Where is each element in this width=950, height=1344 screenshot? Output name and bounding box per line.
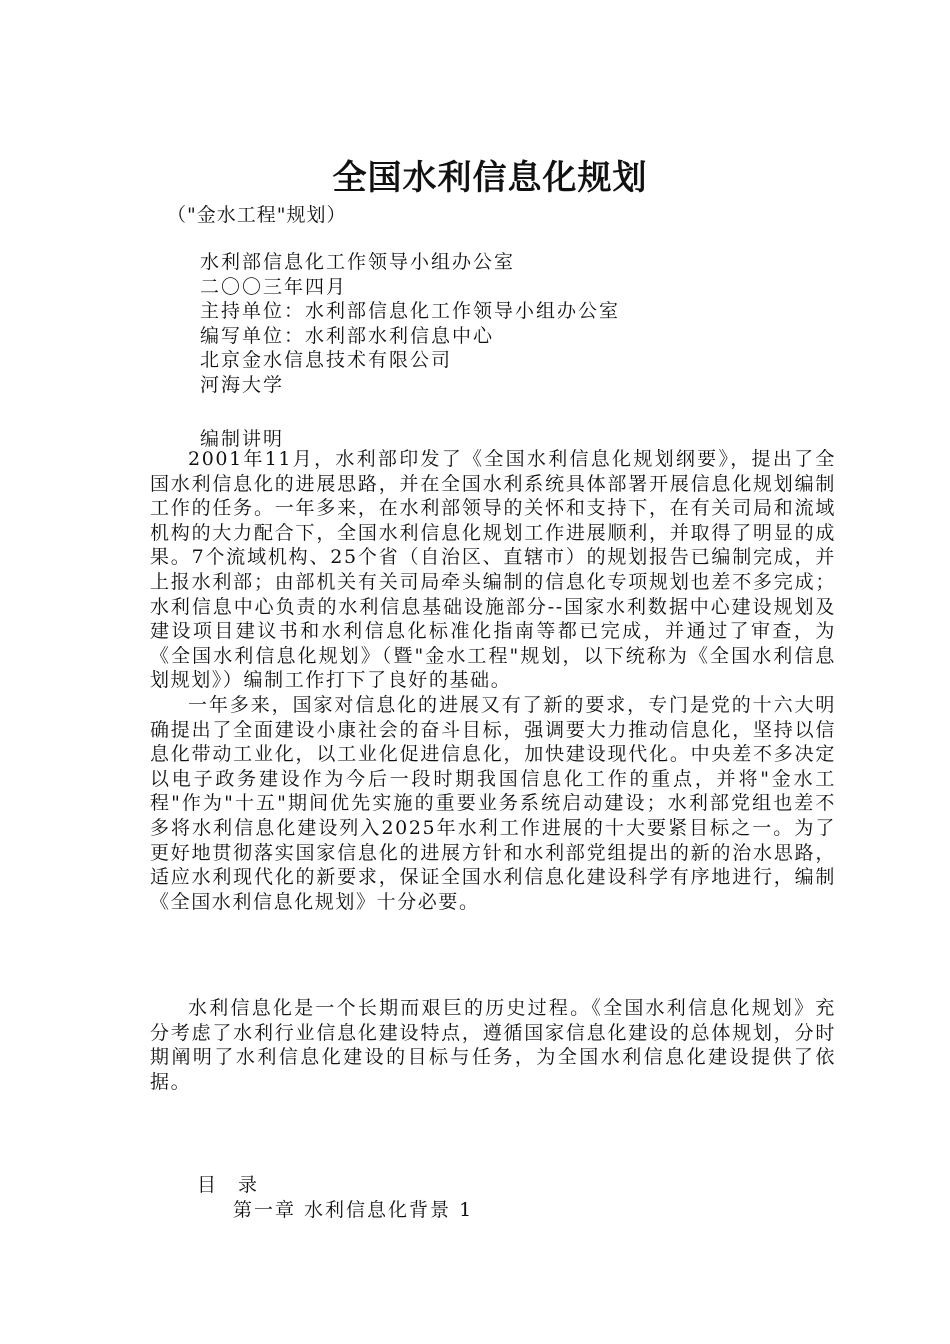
body-text-block bbox=[150, 447, 836, 914]
body-text-block bbox=[150, 996, 836, 1094]
meta-university: 河海大学 bbox=[200, 373, 285, 396]
meta-office: 水利部信息化工作领导小组办公室 bbox=[200, 251, 516, 273]
meta-author-unit: 编写单位：水利部水利信息中心 bbox=[200, 324, 495, 347]
document-meta bbox=[200, 250, 620, 397]
section-heading: 编制讲明 bbox=[200, 428, 285, 450]
toc-item[interactable]: 第一章 水利信息化背景 1 bbox=[233, 1199, 474, 1221]
paragraph: 2001年11月，水利部印发了《全国水利信息化规划纲要》，提出了全国水利信息化的进展思路，并在全国水利系统具体部署开展信息化规划编制工作的任务。一年多来，在水利部领导的关怀和支持下，在有关司局和流域机构的大力配合下，全国水利信息化规划工作进展顺利，并取得了明显的成果。7个流域机构、25个省（自治区、直辖市）的规划报告已编制完成，并上报水利部；由部机关有关司局牵头编制的信息化专项规划也差不多完成；水利信息中心负责的水利信息基础设施部分--国家水利数据中心建设规划及建设项目建议书和水利信息化标准化指南等都已完成，并通过了审查，为《全国水利信息化规划》（暨"金水工程"规划，以下统称为《全国水利信息划规划》）编制工作打下了良好的基础。 bbox=[150, 448, 836, 692]
toc-heading: 目 录 bbox=[197, 1174, 266, 1196]
meta-host-unit: 主持单位：水利部信息化工作领导小组办公室 bbox=[200, 300, 621, 322]
meta-company: 北京金水信息技术有限公司 bbox=[200, 349, 453, 371]
meta-date: 二〇〇三年四月 bbox=[200, 275, 348, 298]
paragraph: 一年多来，国家对信息化的进展又有了新的要求，专门是党的十六大明确提出了全面建设小康社会的奋斗目标，强调要大力推动信息化，坚持以信息化带动工业化，以工业化促进信息化，加快建设现代化。中央差不多决定以电子政务建设作为今后一段时期我国信息化工作的重点，并将"金水工程"作为"十五"期间优先实施的重要业务系统启动建设；水利部党组也差不多将水利信息化建设列入2025年水利工作进展的十大要紧目标之一。为了更好地贯彻落实国家信息化的进展方针和水利部党组提出的新的治水思路，适应水利现代化的新要求，保证全国水利信息化建设科学有序地进行，编制《全国水利信息化规划》十分必要。 bbox=[150, 693, 836, 913]
document-title: 全国水利信息化规划 bbox=[332, 158, 648, 198]
paragraph: 水利信息化是一个长期而艰巨的历史过程。《全国水利信息化规划》充分考虑了水利行业信息化建设特点，遵循国家信息化建设的总体规划，分时期阐明了水利信息化建设的目标与任务，为全国水利信息化建设提供了依据。 bbox=[150, 997, 836, 1093]
document-subtitle: （"金水工程"规划） bbox=[167, 204, 347, 226]
